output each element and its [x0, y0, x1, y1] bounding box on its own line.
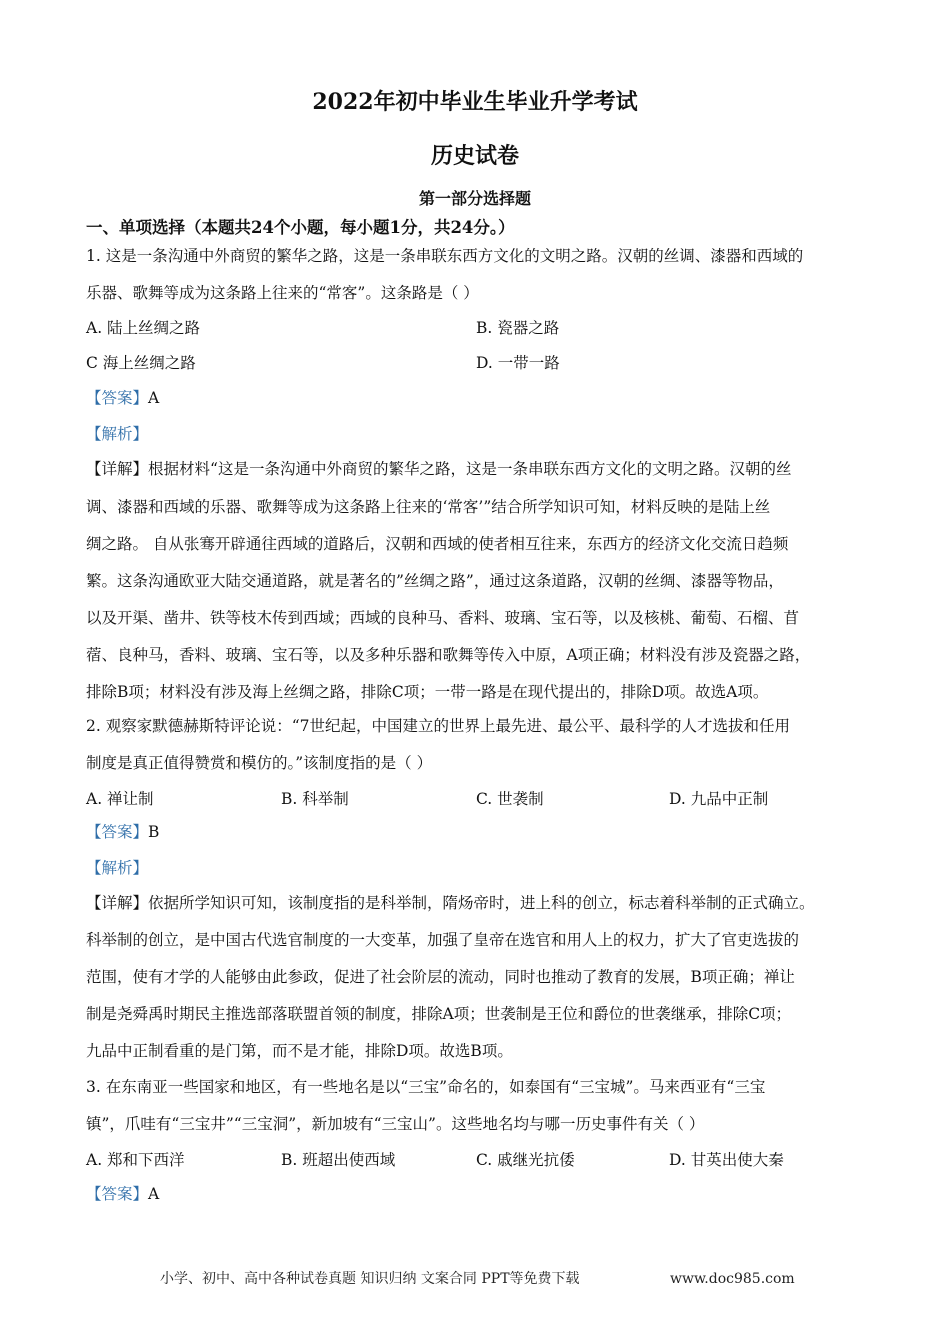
- q1-option-d: D. 一带一路: [476, 354, 560, 372]
- footer-url[interactable]: www.doc985.com: [670, 1271, 795, 1287]
- q2-analysis-label: 【解析】: [86, 859, 149, 877]
- answer-value: A: [148, 1185, 160, 1203]
- q1-stem-line-2: 乐器、歌舞等成为这条路上往来的“常客”。这条路是（ ）: [86, 284, 479, 302]
- q3-option-a: A. 郑和下西洋: [86, 1151, 185, 1169]
- q1-option-a: A. 陆上丝绸之路: [86, 319, 201, 337]
- detail-text: 依据所学知识可知，该制度指的是科举制，隋炀帝时，进上科的创立，标志着科举制的正式确立。: [148, 894, 815, 912]
- q2-stem-line-1: 2. 观察家默德赫斯特评论说：“7世纪起，中国建立的世界上最先进、最公平、最科学的人才选拔和任用: [86, 717, 791, 735]
- q1-detail-line-6: 蓿、良种马，香料、玻璃、宝石等，以及多种乐器和歌舞等传入中原，A项正确；材料没有涉及瓷器之路，: [86, 646, 811, 664]
- q2-detail-line-4: 制是尧舜禹时期民主推选部落联盟首领的制度，排除A项；世袭制是王位和爵位的世袭继承，排除C项；: [86, 1005, 792, 1023]
- answer-label: 【答案】: [86, 389, 149, 407]
- q2-detail-line-5: 九品中正制看重的是门第，而不是才能，排除D项。故选B项。: [86, 1042, 513, 1060]
- answer-value: A: [148, 389, 160, 407]
- answer-label: 【答案】: [86, 1185, 149, 1203]
- q1-detail-line-1: [86, 459, 791, 479]
- q1-detail-line-2: 调、漆器和西域的乐器、歌舞等成为这条路上往来的‘常客’”结合所学知识可知，材料反映的是陆上丝: [86, 498, 771, 516]
- q2-option-c: C. 世袭制: [476, 790, 544, 808]
- section-heading: 一、单项选择（本题共24个小题，每小题1分，共24分。）: [86, 218, 515, 237]
- q3-answer: [86, 1184, 159, 1204]
- q1-detail-line-3: 绸之路。 自从张骞开辟通往西域的道路后，汉朝和西域的使者相互往来，东西方的经济文化交流日趋频: [86, 535, 789, 553]
- q2-stem-line-2: 制度是真正值得赞赏和模仿的。”该制度指的是（ ）: [86, 754, 433, 772]
- q1-answer: [86, 388, 159, 408]
- q1-option-b: B. 瓷器之路: [476, 319, 560, 337]
- q1-analysis-label: 【解析】: [86, 425, 149, 443]
- q2-option-d: D. 九品中正制: [669, 790, 769, 808]
- answer-value: B: [148, 823, 160, 841]
- q3-option-c: C. 戚继光抗倭: [476, 1151, 575, 1169]
- detail-label: 【详解】: [86, 460, 149, 478]
- q2-answer: [86, 822, 159, 842]
- q3-option-d: D. 甘英出使大秦: [669, 1151, 784, 1169]
- q1-stem-line-1: 1. 这是一条沟通中外商贸的繁华之路，这是一条串联东西方文化的文明之路。汉朝的丝调、漆器和西域的: [86, 247, 804, 265]
- footer-text: 小学、初中、高中各种试卷真题 知识归纳 文案合同 PPT等免费下载: [160, 1271, 580, 1287]
- q3-stem-line-2: 镇”，爪哇有“三宝井”“三宝洞”，新加坡有“三宝山”。这些地名均与哪一历史事件有关（ ）: [86, 1115, 705, 1133]
- q1-detail-line-5: 以及开渠、凿井、铁等枝木传到西域；西域的良种马、香料、玻璃、宝石等，以及核桃、葡萄、石榴、苜: [86, 609, 800, 627]
- q1-detail-line-7: 排除B项；材料没有涉及海上丝绸之路，排除C项；一带一路是在现代提出的，排除D项。故选A项。: [86, 683, 769, 701]
- q3-option-b: B. 班超出使西域: [281, 1151, 396, 1169]
- subject-title: 历史试卷: [430, 143, 519, 169]
- q1-detail-line-4: 繁。这条沟通欧亚大陆交通道路，就是著名的”丝绸之路”，通过这条道路，汉朝的丝绸、漆器等物品，: [86, 572, 784, 590]
- q1-option-c: C 海上丝绸之路: [86, 354, 196, 372]
- part-title: 第一部分选择题: [418, 189, 531, 208]
- q2-detail-line-2: 科举制的创立，是中国古代选官制度的一大变革，加强了皇帝在选官和用人上的权力，扩大了官吏选拔的: [86, 931, 800, 949]
- q3-stem-line-1: 3. 在东南亚一些国家和地区，有一些地名是以“三宝”命名的，如泰国有“三宝城”。马来西亚有“三宝: [86, 1078, 766, 1096]
- detail-label: 【详解】: [86, 894, 149, 912]
- answer-label: 【答案】: [86, 823, 149, 841]
- exam-title: 2022年初中毕业生毕业升学考试: [312, 89, 638, 115]
- q2-detail-line-3: 范围，使有才学的人能够由此参政，促进了社会阶层的流动，同时也推动了教育的发展，B项正确；禅让: [86, 968, 795, 986]
- detail-text: 根据材料“这是一条沟通中外商贸的繁华之路，这是一条串联东西方文化的文明之路。汉朝的丝: [148, 460, 792, 478]
- q2-option-b: B. 科举制: [281, 790, 349, 808]
- q2-detail-line-1: [86, 893, 815, 913]
- q2-option-a: A. 禅让制: [86, 790, 154, 808]
